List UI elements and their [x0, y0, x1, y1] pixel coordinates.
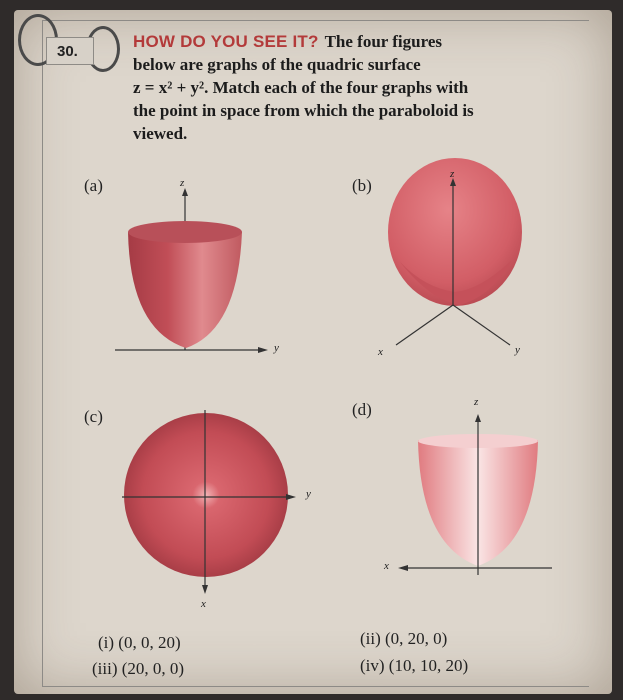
choice-iv: (iv) (10, 10, 20) [360, 656, 469, 675]
figure-c-y-label: y [306, 488, 311, 500]
choice-i: (i) (0, 0, 20) [98, 633, 181, 652]
figure-c-label: (c) [84, 407, 103, 426]
problem-line-5: viewed. [133, 124, 188, 143]
problem-line-3: z = x² + y². Match each of the four graphs with [133, 78, 469, 97]
figure-a-z-label: z [180, 177, 185, 189]
figure-d-graph [398, 414, 552, 575]
figure-b-z-label: z [450, 168, 455, 180]
figure-a-label: (a) [84, 176, 103, 195]
figure-b-paraboloid [388, 158, 522, 306]
figure-b-y-label: y [515, 344, 520, 356]
problem-line-1: The four figures [324, 32, 443, 51]
figure-a-paraboloid [128, 232, 242, 348]
figure-a-rim [128, 221, 242, 243]
problem-line-2: below are graphs of the quadric surface [133, 55, 421, 74]
figure-c-graph [122, 410, 296, 594]
figure-d-z-label: z [474, 396, 479, 408]
figure-c-paraboloid [124, 413, 288, 577]
problem-heading: HOW DO YOU SEE IT? [133, 32, 319, 51]
figure-d-label: (d) [352, 400, 372, 419]
figure-b-graph [388, 158, 522, 345]
figure-c-x-label: x [201, 598, 206, 610]
figure-a-y-arrow [258, 347, 268, 353]
figure-b-x-label: x [378, 346, 383, 358]
problem-line-4: the point in space from which the paraboloid is [133, 101, 474, 120]
figure-c-x-arrow [202, 585, 208, 594]
figure-b-x-axis [396, 305, 453, 345]
figure-a-graph [115, 188, 268, 353]
figure-c-y-arrow [286, 494, 296, 500]
choice-ii: (ii) (0, 20, 0) [360, 629, 448, 648]
figure-d-z-arrow [475, 414, 481, 422]
figure-a-z-arrow [182, 188, 188, 196]
figure-d-x-label: x [384, 560, 389, 572]
choice-iii: (iii) (20, 0, 0) [92, 659, 185, 678]
figure-b-y-axis [453, 305, 510, 345]
figure-d-x-arrow [398, 565, 408, 571]
problem-number: 30. [46, 37, 94, 65]
figure-b-label: (b) [352, 176, 372, 195]
figure-a-y-label: y [274, 342, 279, 354]
